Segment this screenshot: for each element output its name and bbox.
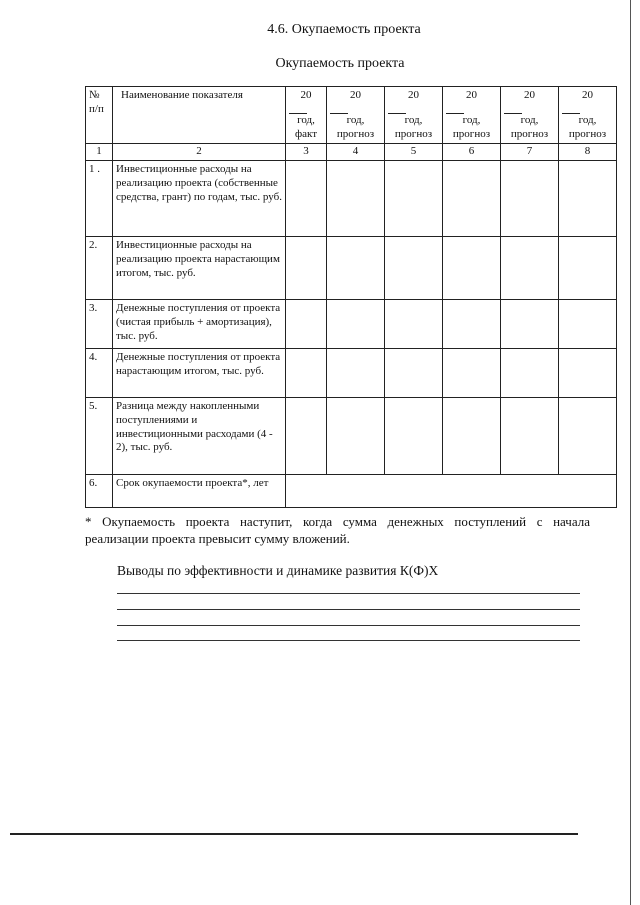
header-num: № п/п xyxy=(86,87,113,144)
conclusion-line[interactable] xyxy=(117,593,580,594)
table-row xyxy=(86,349,617,398)
value-cell[interactable] xyxy=(286,349,327,398)
year-prefix: 20 xyxy=(582,89,593,101)
value-cell[interactable] xyxy=(286,398,327,475)
value-cell[interactable] xyxy=(385,398,443,475)
row-indicator-name: Инвестиционные расходы на реализацию проекта нарастающим итогом, тыс. руб. xyxy=(113,237,286,300)
header-year-7 xyxy=(501,87,559,144)
row-indicator-name: Инвестиционные расходы на реализацию проекта (собственные средства, грант) по годам, тыс. руб. xyxy=(113,161,286,237)
table-row xyxy=(86,398,617,475)
year-line1: год, xyxy=(578,113,597,126)
table-row xyxy=(86,237,617,300)
value-cell[interactable] xyxy=(559,300,617,349)
column-number: 7 xyxy=(501,144,559,161)
value-cell[interactable] xyxy=(385,161,443,237)
value-cell[interactable] xyxy=(286,300,327,349)
value-cell[interactable] xyxy=(443,300,501,349)
header-year-8 xyxy=(559,87,617,144)
row-number: 5. xyxy=(86,398,113,475)
value-cell[interactable] xyxy=(385,349,443,398)
value-cell[interactable] xyxy=(501,349,559,398)
value-cell[interactable] xyxy=(327,161,385,237)
header-year-3 xyxy=(286,87,327,144)
row-number: 4. xyxy=(86,349,113,398)
value-cell[interactable] xyxy=(559,237,617,300)
year-line2: факт xyxy=(294,127,318,140)
table-row xyxy=(86,161,617,237)
year-line2: прогноз xyxy=(568,127,607,140)
value-cell[interactable] xyxy=(443,398,501,475)
column-number: 3 xyxy=(286,144,327,161)
row-number: 3. xyxy=(86,300,113,349)
row-number: 1 . xyxy=(86,161,113,237)
column-number-row xyxy=(86,144,617,161)
payback-table xyxy=(85,86,617,508)
conclusion-line[interactable] xyxy=(117,640,580,641)
row-indicator-name: Разница между накопленными поступлениями и инвестиционными расходами (4 - 2), тыс. руб. xyxy=(113,398,286,475)
year-line2: прогноз xyxy=(394,127,433,140)
conclusion-line[interactable] xyxy=(117,625,580,626)
value-cell[interactable] xyxy=(385,300,443,349)
value-cell[interactable] xyxy=(501,237,559,300)
year-line2: прогноз xyxy=(510,127,549,140)
year-line2: прогноз xyxy=(336,127,375,140)
year-prefix: 20 xyxy=(408,89,419,101)
year-line1: год, xyxy=(297,113,315,126)
column-number: 8 xyxy=(559,144,617,161)
year-line1: год, xyxy=(462,113,481,126)
year-line1: год, xyxy=(520,113,539,126)
value-cell[interactable] xyxy=(501,398,559,475)
payback-period-cell[interactable] xyxy=(286,475,617,508)
value-cell[interactable] xyxy=(443,237,501,300)
value-cell[interactable] xyxy=(327,300,385,349)
year-prefix: 20 xyxy=(524,89,535,101)
column-number: 5 xyxy=(385,144,443,161)
value-cell[interactable] xyxy=(286,237,327,300)
table-header-row xyxy=(86,87,617,144)
column-number: 4 xyxy=(327,144,385,161)
page-edge-rule xyxy=(630,0,631,905)
section-title: 4.6. Окупаемость проекта xyxy=(267,22,421,37)
value-cell[interactable] xyxy=(559,161,617,237)
value-cell[interactable] xyxy=(559,398,617,475)
header-year-4 xyxy=(327,87,385,144)
row-number: 6. xyxy=(86,475,113,508)
year-prefix: 20 xyxy=(300,89,312,101)
value-cell[interactable] xyxy=(385,237,443,300)
header-name-text: Наименование показателя xyxy=(121,89,243,101)
header-year-5 xyxy=(385,87,443,144)
footnote: * Окупаемость проекта наступит, когда сумма денежных поступлений с начала реализации проекта превысит сумму вложений. xyxy=(85,514,590,546)
value-cell[interactable] xyxy=(501,300,559,349)
year-line1: год, xyxy=(404,113,423,126)
value-cell[interactable] xyxy=(559,349,617,398)
row-indicator-name: Срок окупаемости проекта*, лет xyxy=(113,475,286,508)
conclusion-line[interactable] xyxy=(117,609,580,610)
header-name xyxy=(113,87,286,144)
conclusion-heading: Выводы по эффективности и динамике развития К(Ф)Х xyxy=(117,563,439,578)
value-cell[interactable] xyxy=(443,349,501,398)
page-bottom-rule xyxy=(10,833,578,835)
value-cell[interactable] xyxy=(501,161,559,237)
value-cell[interactable] xyxy=(327,398,385,475)
value-cell[interactable] xyxy=(327,349,385,398)
row-indicator-name: Денежные поступления от проекта (чистая прибыль + амортизация), тыс. руб. xyxy=(113,300,286,349)
column-number: 1 xyxy=(86,144,113,161)
year-prefix: 20 xyxy=(350,89,361,101)
value-cell[interactable] xyxy=(286,161,327,237)
column-number: 6 xyxy=(443,144,501,161)
value-cell[interactable] xyxy=(443,161,501,237)
value-cell[interactable] xyxy=(327,237,385,300)
year-prefix: 20 xyxy=(466,89,477,101)
table-row xyxy=(86,300,617,349)
row-indicator-name: Денежные поступления от проекта нарастающим итогом, тыс. руб. xyxy=(113,349,286,398)
column-number: 2 xyxy=(113,144,286,161)
year-line2: прогноз xyxy=(452,127,491,140)
table-title: Окупаемость проекта xyxy=(275,56,405,71)
header-year-6 xyxy=(443,87,501,144)
row-number: 2. xyxy=(86,237,113,300)
table-row xyxy=(86,475,617,508)
year-line1: год, xyxy=(346,113,365,126)
